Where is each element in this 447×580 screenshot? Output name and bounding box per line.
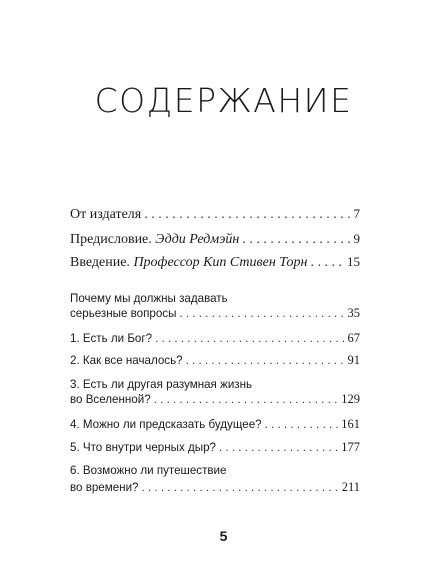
dot-leader [142,481,339,494]
toc-entry-introduction[interactable] [70,254,360,272]
toc-entry-title: во времени? [70,481,139,494]
toc-entry-chapter-5[interactable] [70,440,360,458]
dot-leader [144,207,350,223]
toc-entry-title: 5. Что внутри черных дыр? [70,441,216,454]
toc-entry-chapter-3[interactable] [70,392,360,410]
dot-leader [311,255,344,271]
toc-entry-why-questions[interactable] [70,306,360,324]
dot-leader [219,441,338,454]
toc-entry-foreword[interactable] [70,231,360,249]
toc-page-number: 177 [341,440,360,454]
dot-leader [186,354,345,367]
toc-entry-chapter-1[interactable] [70,331,360,349]
toc-entry-author: Эдди Редмэйн [155,232,240,247]
toc-page-number: 67 [347,331,360,345]
toc-page-number: 129 [341,392,360,406]
toc-entry-title: 1. Есть ли Бог? [70,332,153,345]
toc-page-number: 91 [347,353,360,367]
toc-page-number: 15 [347,254,360,269]
toc-entry-chapter-2[interactable] [70,353,360,371]
toc-entry-line1: Почему мы должны задавать [70,292,228,305]
toc-entry-title: Предисловие. Эдди Редмэйн [70,232,240,247]
page-number: 5 [219,528,228,544]
toc-entry-line1: 6. Возможно ли путешествие [70,464,227,477]
dot-leader [265,418,339,431]
toc-entry-title: 4. Можно ли предсказать будущее? [70,418,262,431]
toc-page-number: 161 [341,417,360,431]
toc-page-number: 35 [347,306,360,320]
toc-entry-title: От издателя [70,207,142,222]
toc-entry-publisher[interactable] [70,206,360,224]
dot-leader [242,232,350,248]
toc-entry-chapter-4[interactable] [70,417,360,435]
dot-leader [154,393,339,406]
toc-page-number: 211 [341,480,360,494]
toc-entry-title: во Вселенной? [70,393,151,406]
dot-leader [179,307,344,320]
dot-leader [155,332,344,345]
toc-entry-title: 2. Как все началось? [70,354,183,367]
toc-page-number: 7 [353,206,360,221]
toc-entry-title: Введение. Профессор Кип Стивен Торн [70,255,308,270]
toc-entry-line1: 3. Есть ли другая разумная жизнь [70,378,253,391]
page-title: СОДЕРЖАНИЕ [94,81,353,120]
toc-entry-title: серьезные вопросы [70,307,177,320]
toc-entry-chapter-6[interactable] [70,480,360,498]
toc-page-number: 9 [353,231,360,246]
toc-entry-author: Профессор Кип Стивен Торн [133,255,308,270]
